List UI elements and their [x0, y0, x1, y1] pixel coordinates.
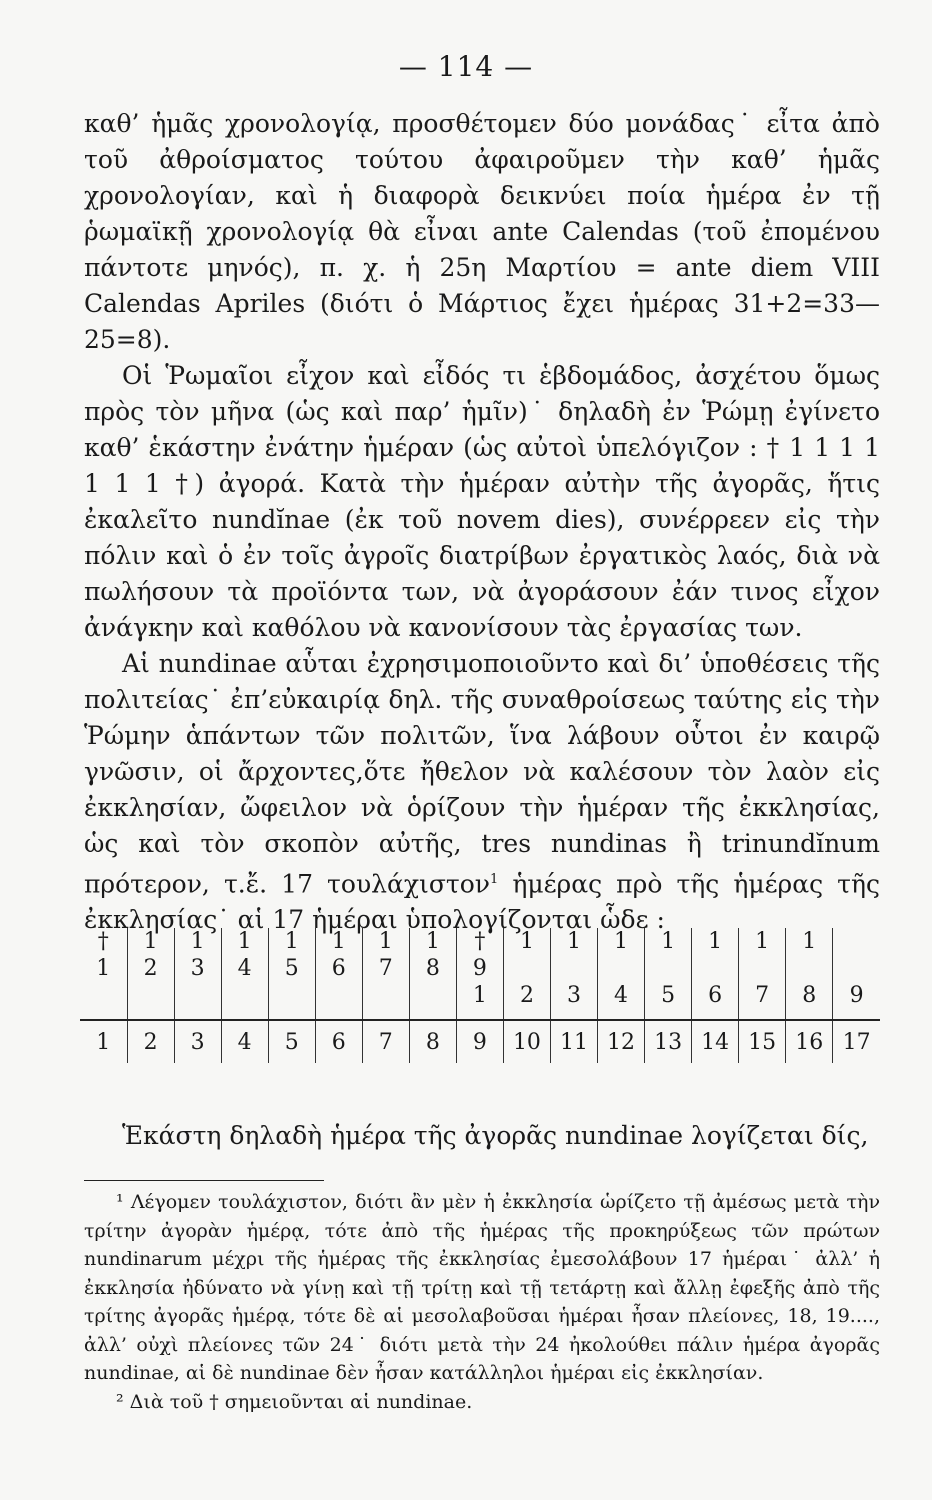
table-cell: 4	[598, 982, 645, 1009]
table-cell: 1	[96, 956, 111, 981]
table-cell	[362, 1009, 409, 1020]
footnotes	[84, 1188, 880, 1416]
table-cell: 6	[692, 982, 739, 1009]
table-cell	[268, 982, 315, 1009]
table-cell: 3	[550, 982, 597, 1009]
paragraph-3-end: ἡμέρας πρὸ τῆς ἡμέρας τῆς ἐκκλησίας˙ αἱ 17 ἡμέραι ὑπολογίζονται ὧδε :	[84, 869, 880, 935]
table-cell: 3	[174, 1020, 221, 1063]
nundinae-day-table	[80, 928, 880, 1063]
table-cell: 1	[645, 928, 692, 955]
table-cell: 1	[456, 982, 503, 1009]
table-cell	[786, 1009, 833, 1020]
table-cell: 1	[268, 928, 315, 955]
table-cell	[409, 982, 456, 1009]
table-cell	[315, 1009, 362, 1020]
table-cell: 1	[127, 928, 174, 955]
table-row	[80, 1009, 880, 1020]
table-cell: 1	[503, 928, 550, 955]
table-cell	[786, 955, 833, 982]
table-cell: 1	[174, 928, 221, 955]
table-cell: 5	[268, 955, 315, 982]
footnote-1: ¹ Λέγομεν τουλάχιστον, διότι ἂν μὲν ἡ ἐκκλησία ὡρίζετο τῇ ἀμέσως μετὰ τὴν τρίτην ἀγορὰν ἡμέρᾳ, τότε ἀπὸ τῆς ἡμέρας τῆς προκηρύξεως τῶν πρώτων nundinarum μέχρι τῆς ἡμέρας τῆς ἐκκλησίας ἐμεσολάβουν 17 ἡμέραι˙ ἀλλ’ ἡ ἐκκλησία ἠδύνατο νὰ γίνῃ καὶ τῇ τρίτῃ καὶ τῇ τετάρτῃ καὶ ἄλλῃ ἐφεξῆς ἀπὸ τῆς τρίτης ἀγορᾶς ἡμέρᾳ, τότε δὲ αἱ μεσολαβοῦσαι ἡμέραι ἦσαν πλείονες, 18, 19...., ἀλλ’ οὐχὶ πλείονες τῶν 24˙ διότι μετὰ τὴν 24 ἠκολούθει πάλιν ἡμέρα ἀγορᾶς nundinae, αἱ δὲ nundinae δὲν ἦσαν κατάλληλοι ἡμέραι εἰς ἐκκλησίαν.	[84, 1191, 880, 1384]
table-cell	[315, 982, 362, 1009]
table-cell: 6	[315, 1020, 362, 1063]
table-cell: 1	[786, 928, 833, 955]
table-cell: 9	[456, 1020, 503, 1063]
table-row	[80, 955, 880, 982]
table-cell: 5	[645, 982, 692, 1009]
table-cell	[127, 1009, 174, 1020]
table-cell	[645, 1009, 692, 1020]
table-row	[80, 1020, 880, 1063]
table-cell: 6	[315, 955, 362, 982]
table-cell	[80, 1009, 127, 1020]
table-cell: 2	[127, 955, 174, 982]
table-cell: †	[97, 929, 109, 954]
table-cell: 1	[598, 928, 645, 955]
table-cell: 1	[550, 928, 597, 955]
table-cell: 8	[409, 1020, 456, 1063]
table-cell: 13	[645, 1020, 692, 1063]
table-cell: 1	[692, 928, 739, 955]
table-cell	[550, 1009, 597, 1020]
table-cell	[833, 1009, 880, 1020]
table-cell	[692, 1009, 739, 1020]
table-cell	[127, 982, 174, 1009]
footnote-ref: 1	[489, 872, 499, 887]
table-cell	[409, 1009, 456, 1020]
table-cell: 9	[456, 955, 503, 982]
table-cell: 5	[268, 1020, 315, 1063]
paragraph-3-text: Αἱ nundinae αὗται ἐχρησιμοποιοῦντο καὶ δι’ ὑποθέσεις τῆς πολιτείας˙ ἐπ’εὐκαιρίᾳ δηλ. τῆς συναθροίσεως ταύτης εἰς τὴν Ῥώμην ἁπάντων τῶν πολιτῶν, ἵνα λάβουν οὗτοι ἐν καιρῷ γνῶσιν, οἱ ἄρχοντες,ὅτε ἤθελον νὰ καλέσουν τὸν λαὸν εἰς ἐκκλησίαν, ὤφειλον νὰ ὁρίζουν τὴν ἡμέραν τῆς ἐκκλησίας, ὡς καὶ τὸν σκοπὸν αὐτῆς, tres nundinas ἢ trinundĭnum πρότερον, τ.ἔ. 17 τουλάχιστον	[84, 649, 880, 899]
table-cell	[268, 1009, 315, 1020]
table-cell: 12	[598, 1020, 645, 1063]
table-cell: 2	[503, 982, 550, 1009]
table-cell	[174, 1009, 221, 1020]
table-cell: 17	[833, 1020, 880, 1063]
table-cell	[739, 1009, 786, 1020]
table-row	[80, 928, 880, 955]
table-cell	[833, 955, 880, 982]
table-cell	[503, 1009, 550, 1020]
table-cell: 8	[786, 982, 833, 1009]
table-cell: 3	[174, 955, 221, 982]
table-cell	[174, 982, 221, 1009]
footnote-2: ² Διὰ τοῦ † σημειοῦνται αἱ nundinae.	[116, 1390, 473, 1413]
footnote-rule	[84, 1180, 324, 1181]
table-cell	[362, 982, 409, 1009]
page-number: — 114 —	[398, 50, 534, 83]
table-cell: 7	[362, 1020, 409, 1063]
table-cell: 14	[692, 1020, 739, 1063]
table-cell	[550, 955, 597, 982]
table-cell: 10	[503, 1020, 550, 1063]
table-cell	[598, 955, 645, 982]
table-cell: 1	[362, 928, 409, 955]
paragraph-1: καθ’ ἡμᾶς χρονολογίᾳ, προσθέτομεν δύο μονάδας˙ εἶτα ἀπὸ τοῦ ἀθροίσματος τούτου ἀφαιροῦμεν τὴν καθ’ ἡμᾶς χρονολογίαν, καὶ ἡ διαφορὰ δεικνύει ποία ἡμέρα ἐν τῇ ῥωμαϊκῇ χρονολογίᾳ θὰ εἶναι ante Calendas (τοῦ ἐπομένου πάντοτε μηνός), π. χ. ἡ 25η Μαρτίου = ante diem VIII Calendas Apriles (διότι ὁ Μάρτιος ἔχει ἡμέρας 31+2=33—25=8).	[84, 109, 880, 354]
table-cell	[833, 928, 880, 955]
paragraph-after-table: Ἑκάστη δηλαδὴ ἡμέρα τῆς ἀγορᾶς nundinae λογίζεται δίς,	[122, 1121, 869, 1150]
table-cell: 16	[786, 1020, 833, 1063]
table-cell	[456, 1009, 503, 1020]
table-cell: 7	[739, 982, 786, 1009]
table-cell	[503, 955, 550, 982]
table-cell: 1	[221, 928, 268, 955]
table-cell	[80, 982, 127, 1009]
table-cell	[221, 982, 268, 1009]
table-cell: 1	[80, 1020, 127, 1063]
table-cell	[598, 1009, 645, 1020]
table-cell	[739, 955, 786, 982]
table-cell: 2	[127, 1020, 174, 1063]
main-text	[84, 106, 880, 938]
table-cell: 11	[550, 1020, 597, 1063]
table-cell: 15	[739, 1020, 786, 1063]
table-cell	[645, 955, 692, 982]
table-cell	[221, 1009, 268, 1020]
table-cell: 4	[221, 1020, 268, 1063]
table-cell: 1	[409, 928, 456, 955]
table-cell: 1	[739, 928, 786, 955]
table-cell	[692, 955, 739, 982]
table-cell: 1	[315, 928, 362, 955]
table-cell: 9	[833, 982, 880, 1009]
table-cell: †	[456, 928, 503, 955]
table-cell: 4	[221, 955, 268, 982]
table-cell: 8	[409, 955, 456, 982]
table-row	[80, 982, 880, 1009]
table-cell: 7	[362, 955, 409, 982]
paragraph-3	[84, 646, 880, 938]
paragraph-2: Οἱ Ῥωμαῖοι εἶχον καὶ εἶδός τι ἑβδομάδος, ἀσχέτου ὅμως πρὸς τὸν μῆνα (ὡς καὶ παρ’ ἡμῖν)˙ δηλαδὴ ἐν Ῥώμῃ ἐγίνετο καθ’ ἑκάστην ἐνάτην ἡμέραν (ὡς αὐτοὶ ὑπελόγιζον : † 1 1 1 1 1 1 1 †) ἀγορά. Κατὰ τὴν ἡμέραν αὐτὴν τῆς ἀγορᾶς, ἥτις ἐκαλεῖτο nundĭnae (ἐκ τοῦ novem dies), συνέρρεεν εἰς τὴν πόλιν καὶ ὁ ἐν τοῖς ἀγροῖς διατρίβων ἐργατικὸς λαός, διὰ νὰ πωλήσουν τὰ προϊόντα των, νὰ ἀγοράσουν ἐάν τινος εἶχον ἀνάγκην καὶ καθόλου νὰ κανονίσουν τὰς ἐργασίας των.	[84, 361, 880, 642]
